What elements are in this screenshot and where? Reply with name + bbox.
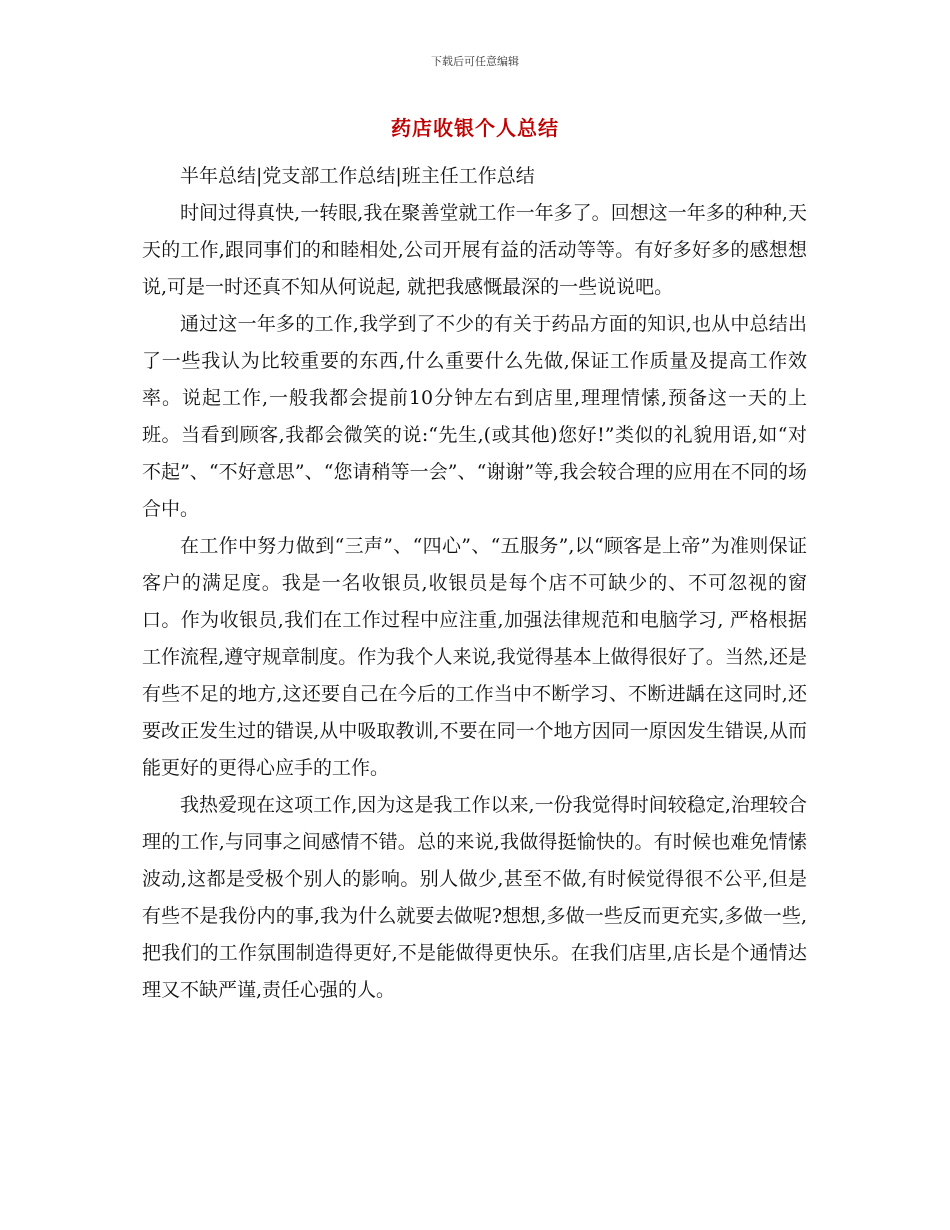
paragraph: 通过这一年多的工作,我学到了不少的有关于药品方面的知识,也从中总结出了一些我认为比较重要的东西,什么重要什么先做,保证工作质量及提高工作效率。说起工作,一般我都会提前10分钟左右到店里,理理情愫,预备这一天的上班。当看到顾客,我都会微笑的说:“先生,(或其他)您好!”类似的礼貌用语,如“对不起”、“不好意思”、“您请稍等一会”、“谢谢”等,我会较合理的应用在不同的场合中。 — [142, 313, 807, 520]
paragraph: 在工作中努力做到“三声”、“四心”、“五服务”,以“顾客是上帝”为准则保证客户的满足度。我是一名收银员,收银员是每个店不可缺少的、不可忽视的窗口。作为收银员,我们在工作过程中应注重,加强法律规范和电脑学习, 严格根据工作流程,遵守规章制度。作为我个人来说,我觉得基本上做得很好了。当然,还是有些不足的地方,这还要自己在今后的工作当中不断学习、不断进龋在这同时,还要改正发生过的错误,从中吸取教训,不要在同一个地方因同一原因发生错误,从而能更好的更得心应手的工作。 — [142, 535, 807, 779]
document-title: 药店收银个人总结 — [391, 116, 559, 140]
paragraph-categories: 半年总结|党支部工作总结|班主任工作总结 — [180, 165, 535, 187]
document-body — [142, 158, 807, 1009]
paragraph: 时间过得真快,一转眼,我在聚善堂就工作一年多了。回想这一年多的种种,天天的工作,跟同事们的和睦相处,公司开展有益的活动等等。有好多好多的感想想说,可是一时还真不知从何说起, 就把我感慨最深的一些说说吧。 — [142, 202, 807, 298]
page-header: 下载后可任意编辑 — [431, 55, 519, 68]
paragraph: 我热爱现在这项工作,因为这是我工作以来,一份我觉得时间较稳定,治理较合理的工作,与同事之间感情不错。总的来说,我做得挺愉快的。有时候也难免情愫波动,这都是受极个别人的影响。别人做少,甚至不做,有时候觉得很不公平,但是有些不是我份内的事,我为什么就要去做呢?想想,多做一些反而更充实,多做一些,把我们的工作氛围制造得更好,不是能做得更快乐。在我们店里,店长是个通情达理又不缺严谨,责任心强的人。 — [142, 794, 807, 1001]
